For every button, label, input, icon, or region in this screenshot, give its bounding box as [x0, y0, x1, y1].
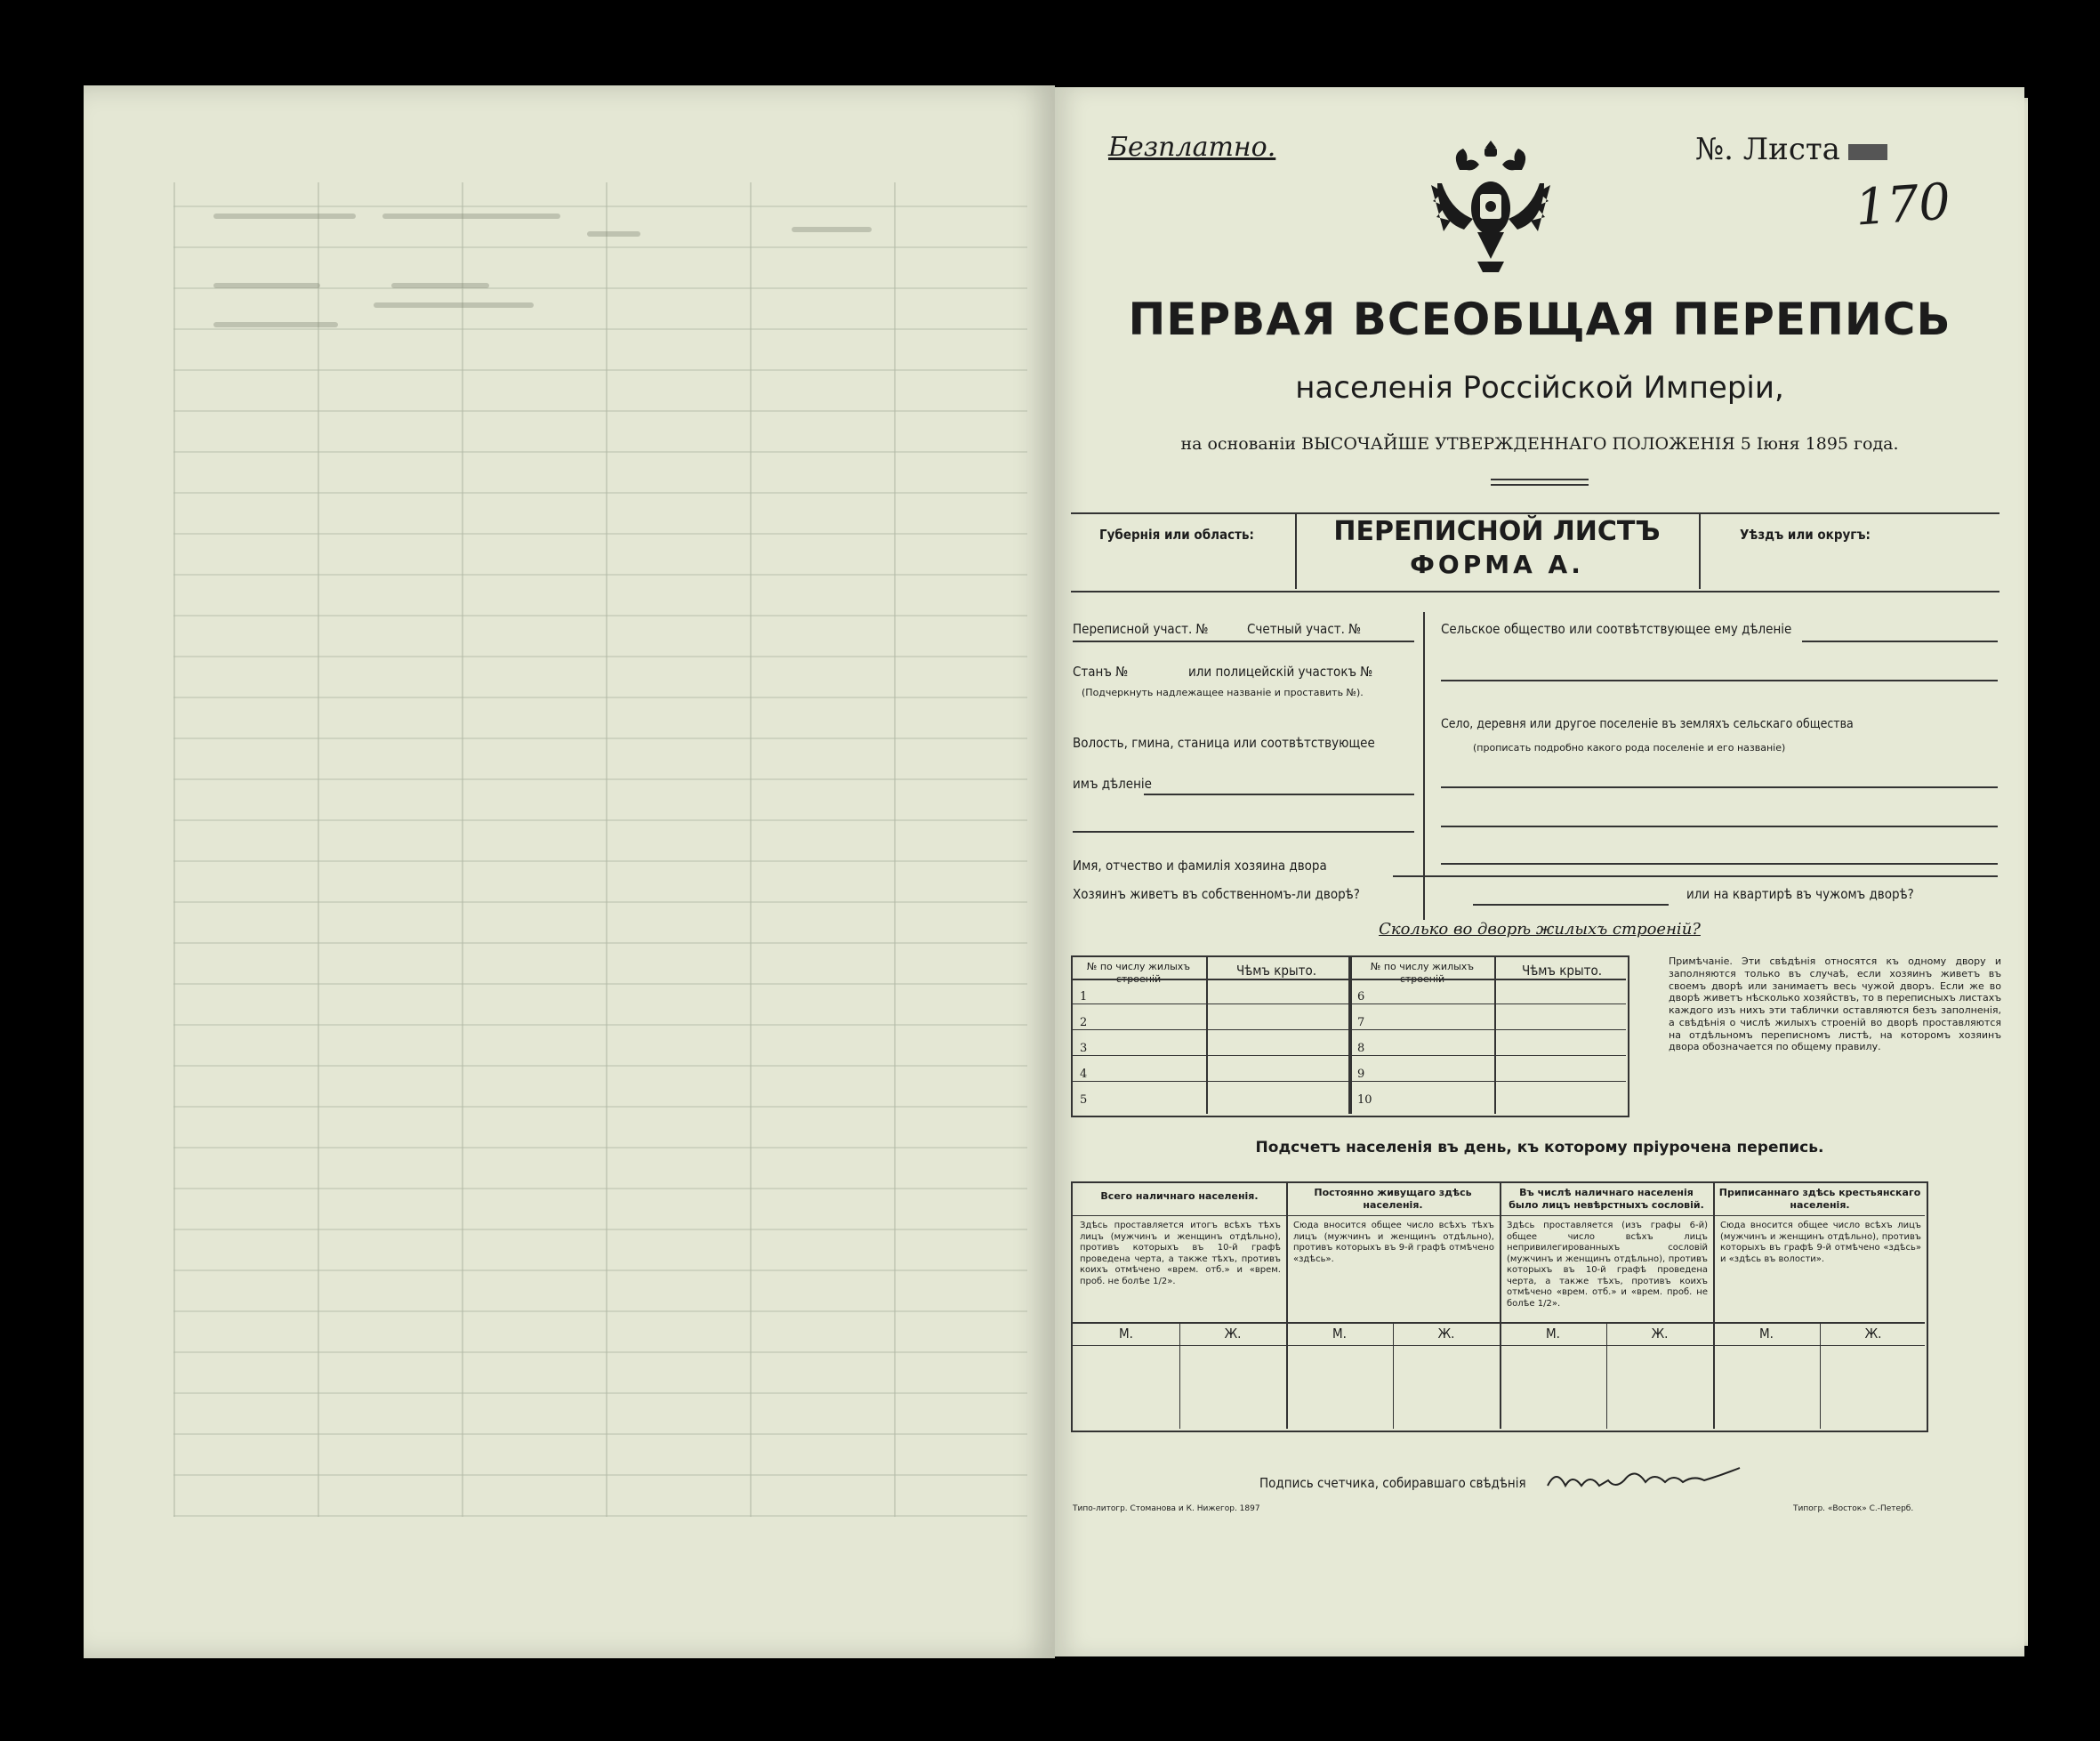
census-title: ПЕРВАЯ ВСЕОБЩАЯ ПЕРЕПИСЬ: [1128, 294, 1951, 345]
ornament-divider: [1491, 479, 1589, 486]
printer-imprint-left: Типо-литогр. Стоманова и К. Нижегор. 1897: [1073, 1504, 1260, 1513]
printer-imprint-right: Типогр. «Восток» С.-Петерб.: [1793, 1504, 1914, 1513]
population-heading: Подсчетъ населенія въ день, къ которому пріурочена перепись.: [1255, 1139, 1824, 1157]
buildings-rows-right: 6 7 8 9 10: [1357, 990, 1372, 1107]
census-section-field: Переписной участ. №: [1073, 621, 1209, 637]
owner-rented-field: или на квартирѣ въ чужомъ дворѣ?: [1686, 886, 1914, 902]
village-field: Село, деревня или другое поселеніе въ земляхъ сельскаго общества: [1441, 717, 1854, 731]
pop-col-2-m: М.: [1332, 1326, 1347, 1342]
imperial-eagle-emblem: [1424, 130, 1557, 281]
buildings-rows-left: 1 2 3 4 5: [1080, 990, 1088, 1107]
pop-col-3-m: М.: [1546, 1326, 1560, 1342]
buildings-table: [1071, 955, 1629, 1117]
stan-field: Станъ №: [1073, 664, 1129, 680]
redacted-mark: [1848, 144, 1887, 160]
stan-note: (Подчеркнуть надлежащее названіе и проставить №).: [1082, 687, 1364, 698]
rural-society-field: Сельское общество или соотвѣтствующее ему дѣленіе: [1441, 621, 1792, 637]
district-label: Уѣздъ или округъ:: [1740, 527, 1871, 543]
pop-col-2-desc: Сюда вносится общее число всѣхъ тѣхъ лицъ (мужчинъ и женщинъ отдѣльно), противъ которыхъ въ 9-й графѣ отмѣчено «здѣсь».: [1293, 1221, 1494, 1264]
buildings-question: Сколько во дворѣ жилыхъ строеній?: [1379, 920, 1701, 939]
pop-col-4-title: Приписаннаго здѣсь крестьянскаго населенія.: [1718, 1187, 1921, 1211]
police-section-field: или полицейскій участокъ №: [1188, 664, 1373, 680]
province-label: Губернія или область:: [1099, 527, 1254, 543]
free-label: Безплатно.: [1108, 132, 1276, 163]
owner-name-field: Имя, отчество и фамилія хозяина двора: [1073, 858, 1327, 874]
pop-col-4-desc: Сюда вносится общее число всѣхъ лицъ (мужчинъ и женщинъ отдѣльно), противъ которыхъ въ графѣ 9-й отмѣчено «здѣсь» и «здѣсь въ волости».: [1720, 1221, 1921, 1264]
pop-col-3-f: Ж.: [1651, 1326, 1669, 1342]
form-type: ФОРМА А.: [1410, 550, 1584, 579]
buildings-note: Примѣчаніе. Эти свѣдѣнія относятся къ одному двору и заполняются только въ случаѣ, если хозяинъ живетъ въ своемъ дворѣ или занимаетъ весь чужой дворъ. Если же во дворѣ живетъ нѣсколько хозяйствъ, то в переписныхъ листахъ каждого изъ нихъ эти таблички оставляются безъ заполненія, а свѣдѣнія о числѣ жилыхъ строеній во дворѣ проставляются на отдѣльномъ переписномъ листѣ, на которомъ хозяинъ двора обозначается по общему правилу.: [1669, 955, 2001, 1053]
volost-field: Волость, гмина, станица или соотвѣтствующее: [1073, 735, 1375, 751]
census-basis: на основаніи ВЫСОЧАЙШЕ УТВЕРЖДЕННАГО ПОЛОЖЕНІЯ 5 Іюня 1895 года.: [1180, 434, 1899, 454]
pop-col-2-title: Постоянно живущаго здѣсь населенія.: [1314, 1187, 1472, 1211]
pop-col-2-f: Ж.: [1437, 1326, 1455, 1342]
buildings-col-no-right: № по числу жилыхъ строеній: [1370, 961, 1475, 985]
village-note: (прописать подробно какого рода поселеніе и его названіе): [1473, 742, 1786, 754]
sheet-number-label: №. Листа: [1695, 132, 1840, 167]
census-subtitle: населенія Россійской Имперіи,: [1295, 370, 1784, 406]
form-title: ПЕРЕПИСНОЙ ЛИСТЪ: [1333, 516, 1661, 547]
pop-col-1-desc: Здѣсь проставляется итогъ всѣхъ тѣхъ лицъ (мужчинъ и женщинъ отдѣльно), противъ которыхъ въ 10-й графѣ проведена черта, а также тѣхъ, противъ коихъ отмѣчено «врем. отб.» и «врем. проб. не болѣе 1/2».: [1080, 1221, 1281, 1286]
owner-own-yard-field: Хозяинъ живетъ въ собственномъ-ли дворѣ?: [1073, 886, 1360, 902]
buildings-col-roof-left: Чѣмъ крыто.: [1235, 963, 1317, 979]
buildings-col-no-left: № по числу жилыхъ строеній: [1086, 961, 1191, 985]
pop-col-1-f: Ж.: [1224, 1326, 1242, 1342]
pop-col-3-title: Въ числѣ наличнаго населенія было лицъ невѣрстныхъ сословій.: [1509, 1187, 1704, 1211]
pop-col-3-desc: Здѣсь проставляется (изъ графы 6-й) общее число всѣхъ лицъ непривилегированныхъ сословій (мужчинъ и женщинъ отдѣльно), противъ которыхъ въ 10-й графѣ проведена черта, а также тѣхъ, противъ коихъ отмѣчено «врем. отб.» и «врем. проб. не болѣе 1/2».: [1507, 1221, 1708, 1309]
left-page-content: [89, 89, 1032, 1548]
signature-label: Подпись счетчика, собиравшаго свѣдѣнія: [1259, 1475, 1526, 1491]
handwritten-sheet-number: 170: [1853, 173, 1953, 238]
population-table: [1071, 1181, 1928, 1432]
count-section-field: Счетный участ. №: [1247, 621, 1362, 637]
pop-col-4-m: М.: [1759, 1326, 1774, 1342]
buildings-col-roof-right: Чѣмъ крыто.: [1521, 963, 1603, 979]
pop-col-1-m: М.: [1119, 1326, 1133, 1342]
left-page-ruled-grid: [173, 182, 1027, 1517]
handwritten-signature: [1544, 1463, 1758, 1498]
census-form-page: [1055, 87, 2024, 1656]
pop-col-1-title: Всего наличнаго населенія.: [1100, 1190, 1259, 1202]
pop-col-4-f: Ж.: [1864, 1326, 1882, 1342]
volost-field-cont: имъ дѣленіе: [1073, 776, 1152, 792]
